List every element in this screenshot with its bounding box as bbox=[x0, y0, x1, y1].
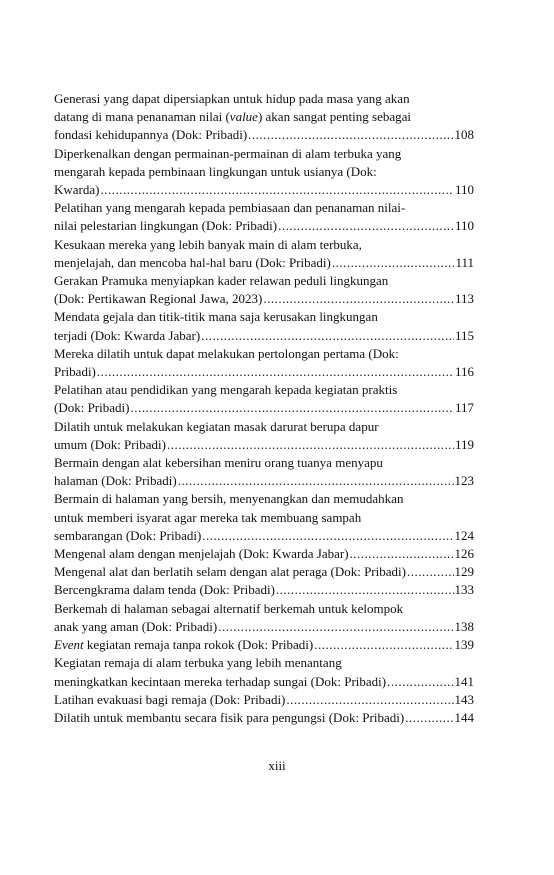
dot-leader bbox=[202, 527, 453, 545]
entry-page-number: 126 bbox=[454, 546, 474, 562]
entry-page-number: 141 bbox=[454, 673, 474, 689]
toc-entry bbox=[54, 563, 474, 581]
entry-text-line: menjelajah, dan mencoba hal-hal baru (Dok: Pribadi) bbox=[54, 254, 331, 270]
entry-page-number: 113 bbox=[454, 291, 474, 307]
entry-last-line bbox=[54, 436, 474, 454]
dot-leader bbox=[286, 691, 453, 709]
entry-text-line: Berkemah di halaman sebagai alternatif berkemah untuk kelompok bbox=[54, 600, 404, 616]
dot-leader bbox=[130, 399, 454, 417]
dot-leader bbox=[97, 363, 454, 381]
entry-text-line: Pelatihan yang mengarah kepada pembiasaan dan penanaman nilai- bbox=[54, 200, 406, 216]
entry-text-line: nilai pelestarian lingkungan (Dok: Pribadi) bbox=[54, 218, 278, 234]
entry-text-line: fondasi kehidupannya (Dok: Pribadi) bbox=[54, 127, 248, 143]
toc-entry bbox=[54, 581, 474, 599]
entry-text-line: Kesukaan mereka yang lebih banyak main di alam terbuka, bbox=[54, 236, 362, 252]
page-number: xiii bbox=[268, 758, 286, 773]
entry-text-line: terjadi (Dok: Kwarda Jabar) bbox=[54, 327, 201, 343]
entry-text-line: untuk memberi isyarat agar mereka tak membuang sampah bbox=[54, 509, 362, 525]
entry-page-number: 133 bbox=[454, 582, 474, 598]
entry-page-number: 111 bbox=[455, 254, 474, 270]
toc-entry bbox=[54, 418, 474, 454]
entry-page-number: 138 bbox=[454, 618, 474, 634]
entry-text-line: Mengenal alam dengan menjelajah (Dok: Kwarda Jabar) bbox=[54, 546, 349, 562]
dot-leader bbox=[350, 545, 454, 563]
entry-text-line: Mengenal alat dan berlatih selam dengan alat peraga (Dok: Pribadi) bbox=[54, 564, 406, 580]
toc-entry bbox=[54, 545, 474, 563]
entry-text-line: Dilatih untuk melakukan kegiatan masak darurat berupa dapur bbox=[54, 418, 379, 434]
entry-page-number: 117 bbox=[454, 400, 474, 416]
dot-leader bbox=[100, 181, 453, 199]
entry-text-line: Latihan evakuasi bagi remaja (Dok: Pribadi) bbox=[54, 691, 286, 707]
dot-leader bbox=[201, 327, 454, 345]
toc-entry bbox=[54, 272, 474, 308]
entry-text-line: Gerakan Pramuka menyiapkan kader relawan peduli lingkungan bbox=[54, 273, 389, 289]
entry-page-number: 143 bbox=[454, 691, 474, 707]
entry-page-number: 110 bbox=[454, 182, 474, 198]
entry-last-line bbox=[54, 691, 474, 709]
dot-leader bbox=[218, 618, 453, 636]
entry-page-number: 116 bbox=[454, 364, 474, 380]
entry-last-line bbox=[54, 126, 474, 144]
entry-text-line: Kegiatan remaja di alam terbuka yang lebih menantang bbox=[54, 655, 342, 671]
toc-entry bbox=[54, 454, 474, 490]
dot-leader bbox=[263, 290, 454, 308]
entry-page-number: 124 bbox=[454, 527, 474, 543]
entry-text-line: Bermain di halaman yang bersih, menyenangkan dan memudahkan bbox=[54, 491, 404, 507]
entry-last-line bbox=[54, 527, 474, 545]
entry-text-line: umum (Dok: Pribadi) bbox=[54, 436, 166, 452]
toc-entry bbox=[54, 709, 474, 727]
dot-leader bbox=[248, 126, 453, 144]
entry-text-line: Event kegiatan remaja tanpa rokok (Dok: Pribadi) bbox=[54, 637, 314, 653]
entry-text-line: (Dok: Pribadi) bbox=[54, 400, 130, 416]
entry-text-line: meningkatkan kecintaan mereka terhadap sungai (Dok: Pribadi) bbox=[54, 673, 387, 689]
entry-last-line bbox=[54, 673, 474, 691]
dot-leader bbox=[407, 563, 454, 581]
entry-page-number: 144 bbox=[454, 709, 474, 725]
entry-last-line bbox=[54, 563, 474, 581]
dot-leader bbox=[167, 436, 454, 454]
toc-entry bbox=[54, 654, 474, 690]
toc-entry bbox=[54, 345, 474, 381]
entry-last-line bbox=[54, 636, 474, 654]
entry-page-number: 115 bbox=[454, 327, 474, 343]
entry-text-line: anak yang aman (Dok: Pribadi) bbox=[54, 618, 218, 634]
dot-leader bbox=[278, 217, 454, 235]
toc-entry bbox=[54, 236, 474, 272]
dot-leader bbox=[332, 254, 455, 272]
entry-text-line: Mendata gejala dan titik-titik mana saja kerusakan lingkungan bbox=[54, 309, 378, 325]
toc-entry bbox=[54, 145, 474, 200]
entry-text-line: Diperkenalkan dengan permainan-permainan di alam terbuka yang bbox=[54, 145, 402, 161]
entry-text-line: (Dok: Pertikawan Regional Jawa, 2023) bbox=[54, 291, 263, 307]
entry-text-line: mengarah kepada pembinaan lingkungan untuk usianya (Dok: bbox=[54, 163, 377, 179]
dot-leader bbox=[387, 673, 453, 691]
entry-last-line bbox=[54, 709, 474, 727]
entry-text-line: Bermain dengan alat kebersihan meniru orang tuanya menyapu bbox=[54, 455, 383, 471]
entry-text-line: Pelatihan atau pendidikan yang mengarah kepada kegiatan praktis bbox=[54, 382, 398, 398]
entry-last-line bbox=[54, 254, 474, 272]
entry-last-line bbox=[54, 618, 474, 636]
entry-page-number: 123 bbox=[454, 473, 474, 489]
toc-entry bbox=[54, 308, 474, 344]
entry-page-number: 129 bbox=[454, 564, 474, 580]
entry-last-line bbox=[54, 217, 474, 235]
entry-page-number: 139 bbox=[454, 637, 474, 653]
entry-text-line: sembarangan (Dok: Pribadi) bbox=[54, 527, 202, 543]
toc-entry bbox=[54, 381, 474, 417]
entry-text-line: Pribadi) bbox=[54, 364, 96, 380]
list-of-figures bbox=[54, 90, 474, 727]
entry-last-line bbox=[54, 399, 474, 417]
entry-page-number: 110 bbox=[454, 218, 474, 234]
entry-text-line: datang di mana penanaman nilai (value) akan sangat penting sebagai bbox=[54, 109, 412, 125]
entry-last-line bbox=[54, 181, 474, 199]
dot-leader bbox=[405, 709, 453, 727]
entry-text-line: Generasi yang dapat dipersiapkan untuk hidup pada masa yang akan bbox=[54, 91, 410, 106]
dot-leader bbox=[314, 636, 453, 654]
entry-last-line bbox=[54, 581, 474, 599]
entry-last-line bbox=[54, 363, 474, 381]
entry-last-line bbox=[54, 327, 474, 345]
entry-text-line: Mereka dilatih untuk dapat melakukan pertolongan pertama (Dok: bbox=[54, 345, 399, 361]
entry-text-line: Dilatih untuk membantu secara fisik para pengungsi (Dok: Pribadi) bbox=[54, 709, 405, 725]
entry-page-number: 108 bbox=[454, 127, 474, 143]
entry-text-line: Bercengkrama dalam tenda (Dok: Pribadi) bbox=[54, 582, 275, 598]
toc-entry bbox=[54, 199, 474, 235]
toc-entry bbox=[54, 636, 474, 654]
entry-last-line bbox=[54, 545, 474, 563]
entry-text-line: halaman (Dok: Pribadi) bbox=[54, 473, 177, 489]
entry-text-line: Kwarda) bbox=[54, 182, 100, 198]
toc-entry bbox=[54, 691, 474, 709]
toc-entry bbox=[54, 490, 474, 545]
dot-leader bbox=[276, 581, 454, 599]
dot-leader bbox=[178, 472, 454, 490]
entry-last-line bbox=[54, 472, 474, 490]
toc-entry bbox=[54, 600, 474, 636]
entry-page-number: 119 bbox=[454, 436, 474, 452]
toc-entry bbox=[54, 90, 474, 145]
entry-last-line bbox=[54, 290, 474, 308]
